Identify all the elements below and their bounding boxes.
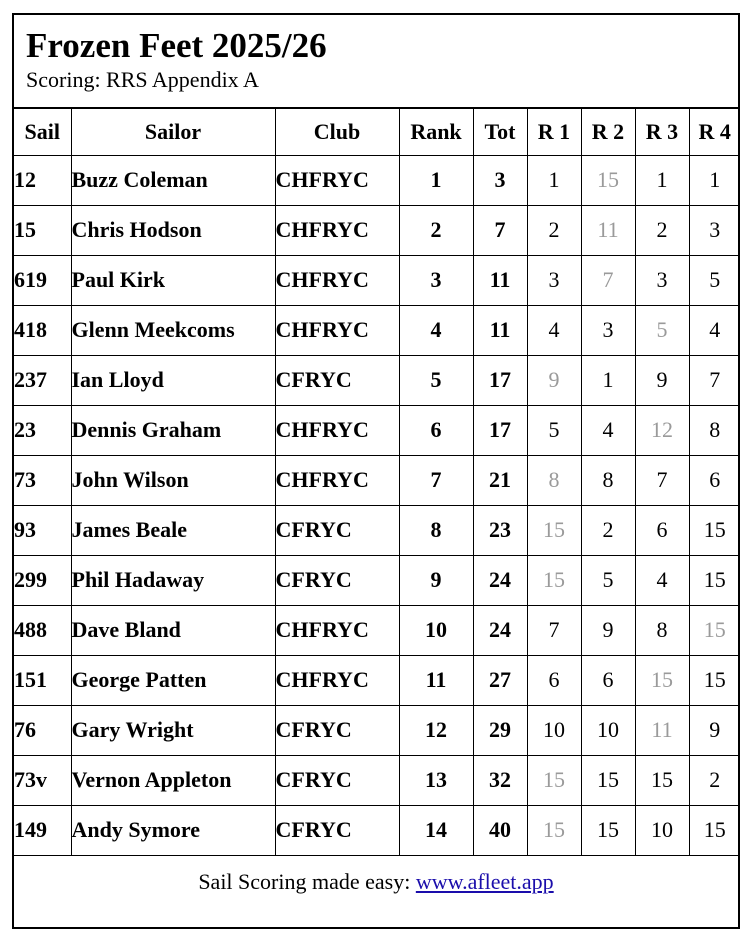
race-score: 5 — [581, 555, 635, 605]
race-score: 10 — [635, 805, 689, 855]
sail-number: 93 — [14, 505, 71, 555]
table-row — [14, 705, 740, 755]
table-row — [14, 255, 740, 305]
rank-value: 5 — [399, 355, 473, 405]
sail-number: 73 — [14, 455, 71, 505]
race-score: 7 — [527, 605, 581, 655]
race-score: 9 — [689, 705, 740, 755]
sail-number: 76 — [14, 705, 71, 755]
total-points: 27 — [473, 655, 527, 705]
table-row — [14, 155, 740, 205]
race-score: 7 — [689, 355, 740, 405]
rank-value: 10 — [399, 605, 473, 655]
club-name: CFRYC — [275, 555, 399, 605]
race-score: 3 — [635, 255, 689, 305]
race-score: 15 — [635, 755, 689, 805]
race-score: 15 — [689, 555, 740, 605]
race-score: 8 — [581, 455, 635, 505]
race-score: 8 — [689, 405, 740, 455]
total-points: 7 — [473, 205, 527, 255]
total-points: 32 — [473, 755, 527, 805]
table-row — [14, 555, 740, 605]
afleet-link[interactable]: www.afleet.app — [415, 868, 554, 894]
rank-value: 2 — [399, 205, 473, 255]
race-score: 1 — [581, 355, 635, 405]
total-points: 29 — [473, 705, 527, 755]
sail-number: 149 — [14, 805, 71, 855]
race-score: 15 — [689, 505, 740, 555]
table-row — [14, 305, 740, 355]
page-title: Frozen Feet 2025/26 — [26, 26, 327, 65]
total-points: 24 — [473, 605, 527, 655]
club-name: CFRYC — [275, 355, 399, 405]
total-points: 21 — [473, 455, 527, 505]
race-score: 10 — [527, 705, 581, 755]
race-score-discarded: 15 — [527, 755, 581, 805]
scoring-system: Scoring: RRS Appendix A — [26, 67, 259, 92]
sail-number: 23 — [14, 405, 71, 455]
col-header-total: Tot — [473, 109, 527, 155]
rank-value: 14 — [399, 805, 473, 855]
col-header-race-4: R 4 — [689, 109, 740, 155]
race-score: 15 — [581, 805, 635, 855]
total-points: 17 — [473, 405, 527, 455]
rank-value: 9 — [399, 555, 473, 605]
total-points: 11 — [473, 305, 527, 355]
race-score-discarded: 15 — [527, 805, 581, 855]
sailor-name: Glenn Meekcoms — [71, 305, 275, 355]
col-header-race-3: R 3 — [635, 109, 689, 155]
race-score: 5 — [527, 405, 581, 455]
race-score: 5 — [689, 255, 740, 305]
race-score-discarded: 15 — [635, 655, 689, 705]
table-header-row — [14, 109, 740, 155]
sail-number: 237 — [14, 355, 71, 405]
race-score: 2 — [689, 755, 740, 805]
rank-value: 11 — [399, 655, 473, 705]
race-score: 15 — [689, 805, 740, 855]
table-row — [14, 405, 740, 455]
sailor-name: Gary Wright — [71, 705, 275, 755]
col-header-rank: Rank — [399, 109, 473, 155]
race-score-discarded: 11 — [635, 705, 689, 755]
race-score-discarded: 8 — [527, 455, 581, 505]
race-score: 7 — [635, 455, 689, 505]
race-score: 3 — [527, 255, 581, 305]
race-score-discarded: 11 — [581, 205, 635, 255]
race-score: 4 — [527, 305, 581, 355]
race-score: 6 — [635, 505, 689, 555]
sail-number: 619 — [14, 255, 71, 305]
club-name: CHFRYC — [275, 405, 399, 455]
sail-number: 73v — [14, 755, 71, 805]
race-score: 1 — [527, 155, 581, 205]
results-body — [14, 155, 740, 855]
total-points: 40 — [473, 805, 527, 855]
race-score: 15 — [581, 755, 635, 805]
race-score: 15 — [689, 655, 740, 705]
sailor-name: George Patten — [71, 655, 275, 705]
race-score: 4 — [689, 305, 740, 355]
sailor-name: James Beale — [71, 505, 275, 555]
race-score-discarded: 5 — [635, 305, 689, 355]
club-name: CFRYC — [275, 505, 399, 555]
table-row — [14, 655, 740, 705]
race-score-discarded: 9 — [527, 355, 581, 405]
race-score: 4 — [581, 405, 635, 455]
rank-value: 6 — [399, 405, 473, 455]
race-score: 2 — [581, 505, 635, 555]
race-score: 2 — [635, 205, 689, 255]
sailor-name: Ian Lloyd — [71, 355, 275, 405]
sailor-name: John Wilson — [71, 455, 275, 505]
table-row — [14, 605, 740, 655]
rank-value: 4 — [399, 305, 473, 355]
race-score: 6 — [689, 455, 740, 505]
results-table — [14, 109, 740, 856]
club-name: CFRYC — [275, 705, 399, 755]
sailor-name: Vernon Appleton — [71, 755, 275, 805]
footer-text: Sail Scoring made easy: — [198, 868, 411, 894]
race-score: 9 — [581, 605, 635, 655]
sail-number: 12 — [14, 155, 71, 205]
sail-number: 418 — [14, 305, 71, 355]
sailor-name: Chris Hodson — [71, 205, 275, 255]
sailor-name: Andy Symore — [71, 805, 275, 855]
rank-value: 7 — [399, 455, 473, 505]
club-name: CHFRYC — [275, 205, 399, 255]
col-header-race-1: R 1 — [527, 109, 581, 155]
table-row — [14, 205, 740, 255]
results-sheet — [12, 13, 740, 929]
table-row — [14, 355, 740, 405]
sailor-name: Paul Kirk — [71, 255, 275, 305]
rank-value: 12 — [399, 705, 473, 755]
sailor-name: Buzz Coleman — [71, 155, 275, 205]
rank-value: 8 — [399, 505, 473, 555]
club-name: CHFRYC — [275, 255, 399, 305]
race-score: 1 — [689, 155, 740, 205]
race-score: 2 — [527, 205, 581, 255]
col-header-club: Club — [275, 109, 399, 155]
club-name: CHFRYC — [275, 455, 399, 505]
rank-value: 3 — [399, 255, 473, 305]
club-name: CHFRYC — [275, 155, 399, 205]
rank-value: 1 — [399, 155, 473, 205]
race-score: 9 — [635, 355, 689, 405]
club-name: CHFRYC — [275, 605, 399, 655]
race-score: 3 — [689, 205, 740, 255]
race-score: 6 — [581, 655, 635, 705]
sail-number: 151 — [14, 655, 71, 705]
table-row — [14, 455, 740, 505]
total-points: 24 — [473, 555, 527, 605]
total-points: 23 — [473, 505, 527, 555]
race-score-discarded: 12 — [635, 405, 689, 455]
race-score: 8 — [635, 605, 689, 655]
sailor-name: Phil Hadaway — [71, 555, 275, 605]
race-score-discarded: 15 — [527, 505, 581, 555]
sail-number: 299 — [14, 555, 71, 605]
footer — [14, 856, 738, 908]
race-score-discarded: 15 — [689, 605, 740, 655]
race-score: 10 — [581, 705, 635, 755]
race-score: 4 — [635, 555, 689, 605]
sail-number: 15 — [14, 205, 71, 255]
table-row — [14, 805, 740, 855]
table-row — [14, 755, 740, 805]
club-name: CHFRYC — [275, 655, 399, 705]
club-name: CFRYC — [275, 755, 399, 805]
race-score-discarded: 15 — [527, 555, 581, 605]
table-row — [14, 505, 740, 555]
col-header-sailor: Sailor — [71, 109, 275, 155]
sail-number: 488 — [14, 605, 71, 655]
results-header — [14, 15, 738, 109]
total-points: 17 — [473, 355, 527, 405]
club-name: CFRYC — [275, 805, 399, 855]
race-score: 6 — [527, 655, 581, 705]
col-header-race-2: R 2 — [581, 109, 635, 155]
total-points: 3 — [473, 155, 527, 205]
col-header-sail: Sail — [14, 109, 71, 155]
race-score: 1 — [635, 155, 689, 205]
sailor-name: Dennis Graham — [71, 405, 275, 455]
club-name: CHFRYC — [275, 305, 399, 355]
race-score-discarded: 15 — [581, 155, 635, 205]
race-score: 3 — [581, 305, 635, 355]
rank-value: 13 — [399, 755, 473, 805]
race-score-discarded: 7 — [581, 255, 635, 305]
sailor-name: Dave Bland — [71, 605, 275, 655]
total-points: 11 — [473, 255, 527, 305]
